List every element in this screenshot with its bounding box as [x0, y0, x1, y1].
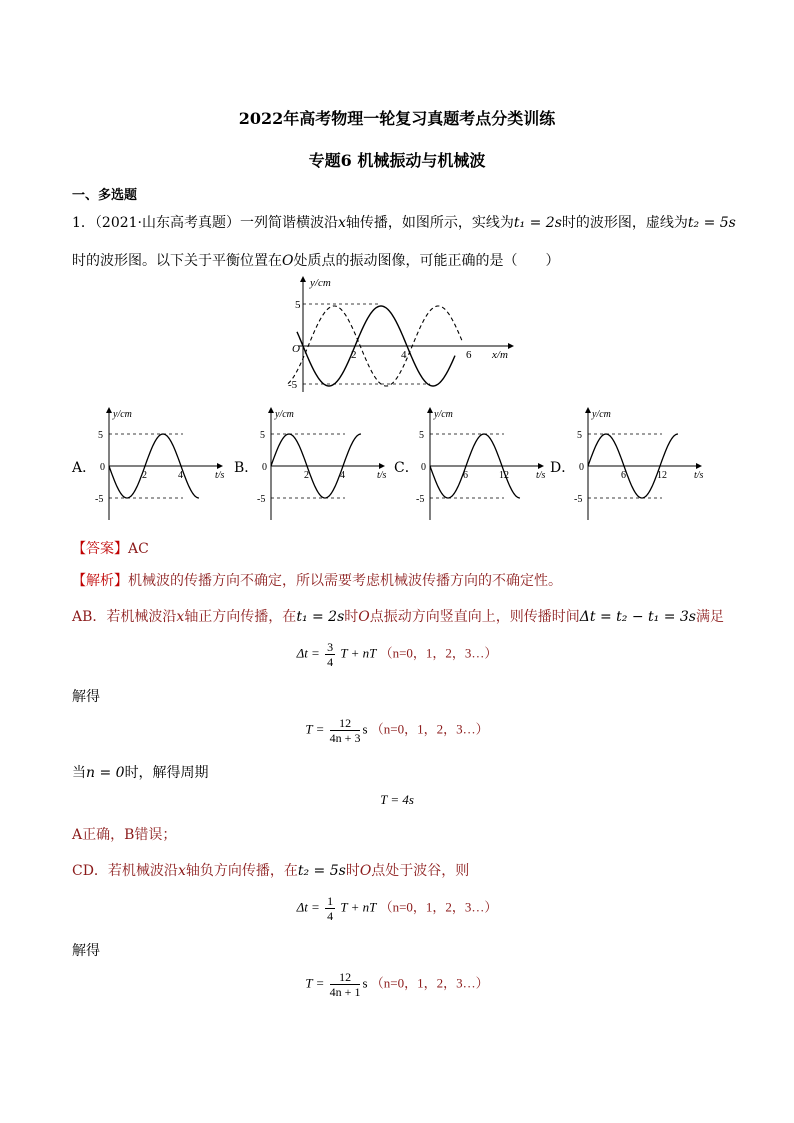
- option-top-label: 5: [98, 430, 103, 441]
- equation-4: Δt = $\frac{1}{4}$ T + nT （n=0，1，2，3…）: [296, 894, 498, 923]
- option-tick-2: 12: [657, 470, 667, 481]
- option-c-graph: [416, 405, 556, 525]
- option-y-label: y/cm: [434, 409, 453, 420]
- option-y-label: y/cm: [592, 409, 611, 420]
- analysis-tag: 【解析】: [72, 573, 128, 589]
- option-zero-label: 0: [579, 462, 584, 473]
- question-line-2: 时的波形图。以下关于平衡位置在O处质点的振动图像，可能正确的是（ ）: [72, 253, 560, 269]
- option-d-graph: [574, 405, 714, 525]
- t2-expression: t₂ = 5s: [687, 215, 736, 231]
- topic-title: 专题6 机械振动与机械波: [308, 151, 486, 170]
- option-top-label: 5: [419, 430, 424, 441]
- option-x-label: t/s: [536, 470, 546, 481]
- option-bottom-label: -5: [95, 494, 104, 505]
- solve-label-2: 解得: [72, 943, 100, 959]
- option-x-arrow: [217, 463, 223, 469]
- solve-label-1: 解得: [72, 689, 100, 705]
- analysis-ab-line: AB．若机械波沿x轴正方向传播，在t₁ = 2s时O点振动方向竖直向上，则传播时间Δt = t₂ − t₁ = 3s满足: [72, 609, 724, 625]
- option-top-label: 5: [260, 430, 265, 441]
- option-x-label: t/s: [215, 470, 225, 481]
- option-c-letter: C．: [394, 460, 419, 476]
- option-d-letter: D．: [550, 460, 576, 476]
- option-tick-2: 4: [340, 470, 345, 481]
- option-zero-label: 0: [100, 462, 105, 473]
- wave-y-label: y/cm: [310, 277, 331, 289]
- answer-tag: 【答案】: [72, 541, 128, 557]
- option-x-label: t/s: [377, 470, 387, 481]
- answer-value: AC: [128, 541, 149, 557]
- option-tick-1: 2: [304, 470, 309, 481]
- option-y-arrow: [585, 407, 591, 413]
- wave-origin: O: [292, 343, 300, 355]
- t1-expression: t₁ = 2s: [513, 215, 562, 231]
- option-a-letter: A．: [72, 460, 97, 476]
- option-b-letter: B．: [234, 460, 259, 476]
- wave-tick-4: 4: [401, 349, 407, 361]
- option-a-graph: [95, 405, 235, 525]
- equation-1: Δt = $\frac{3}{4}$ T + nT （n=0，1，2，3…）: [296, 640, 498, 669]
- document-title: 2022年高考物理一轮复习真题考点分类训练: [238, 109, 556, 128]
- option-x-arrow: [538, 463, 544, 469]
- option-x-arrow: [379, 463, 385, 469]
- analysis-intro: 【解析】机械波的传播方向不确定，所以需要考虑机械波传播方向的不确定性。: [72, 573, 562, 589]
- option-tick-1: 6: [463, 470, 468, 481]
- option-zero-label: 0: [421, 462, 426, 473]
- equation-5: T = $\frac{12}{4n + 1}$ s （n=0，1，2，3…）: [305, 970, 489, 999]
- option-y-label: y/cm: [275, 409, 294, 420]
- option-tick-2: 4: [178, 470, 183, 481]
- question-line-1: 1．（2021·山东高考真题）一列简谐横波沿x轴传播，如图所示，实线为t₁ = 2s时的波形图，虚线为t₂ = 5s: [72, 215, 736, 231]
- option-b-graph: [257, 405, 397, 525]
- option-y-label: y/cm: [113, 409, 132, 420]
- wave-figure: [280, 274, 520, 396]
- option-tick-1: 6: [621, 470, 626, 481]
- option-tick-1: 2: [142, 470, 147, 481]
- wave-x-label: x/m: [492, 349, 508, 361]
- option-x-arrow: [696, 463, 702, 469]
- question-source: （2021·山东高考真题）: [94, 215, 241, 231]
- wave-amp-bottom: -5: [288, 379, 298, 391]
- option-bottom-label: -5: [574, 494, 583, 505]
- option-bottom-label: -5: [416, 494, 425, 505]
- equation-3: T = 4s: [380, 792, 414, 807]
- ab-conclusion: A正确，B错误；: [72, 827, 177, 843]
- option-tick-2: 12: [499, 470, 509, 481]
- option-bottom-label: -5: [257, 494, 266, 505]
- analysis-cd-line: CD．若机械波沿x轴负方向传播，在t₂ = 5s时O点处于波谷，则: [72, 863, 470, 879]
- equation-2: T = $\frac{12}{4n + 3}$ s （n=0，1，2，3…）: [305, 716, 489, 745]
- answer-line: [72, 538, 149, 558]
- wave-tick-6: 6: [466, 349, 472, 361]
- option-y-arrow: [268, 407, 274, 413]
- option-x-label: t/s: [694, 470, 704, 481]
- question-number: 1．: [72, 215, 95, 231]
- option-zero-label: 0: [262, 462, 267, 473]
- wave-amp-top: 5: [295, 299, 301, 311]
- option-top-label: 5: [577, 430, 582, 441]
- option-y-arrow: [427, 407, 433, 413]
- when-line: 当n = 0时，解得周期: [72, 765, 209, 781]
- option-y-arrow: [106, 407, 112, 413]
- wave-tick-2: 2: [351, 349, 357, 361]
- section-heading: 一、多选题: [72, 188, 138, 203]
